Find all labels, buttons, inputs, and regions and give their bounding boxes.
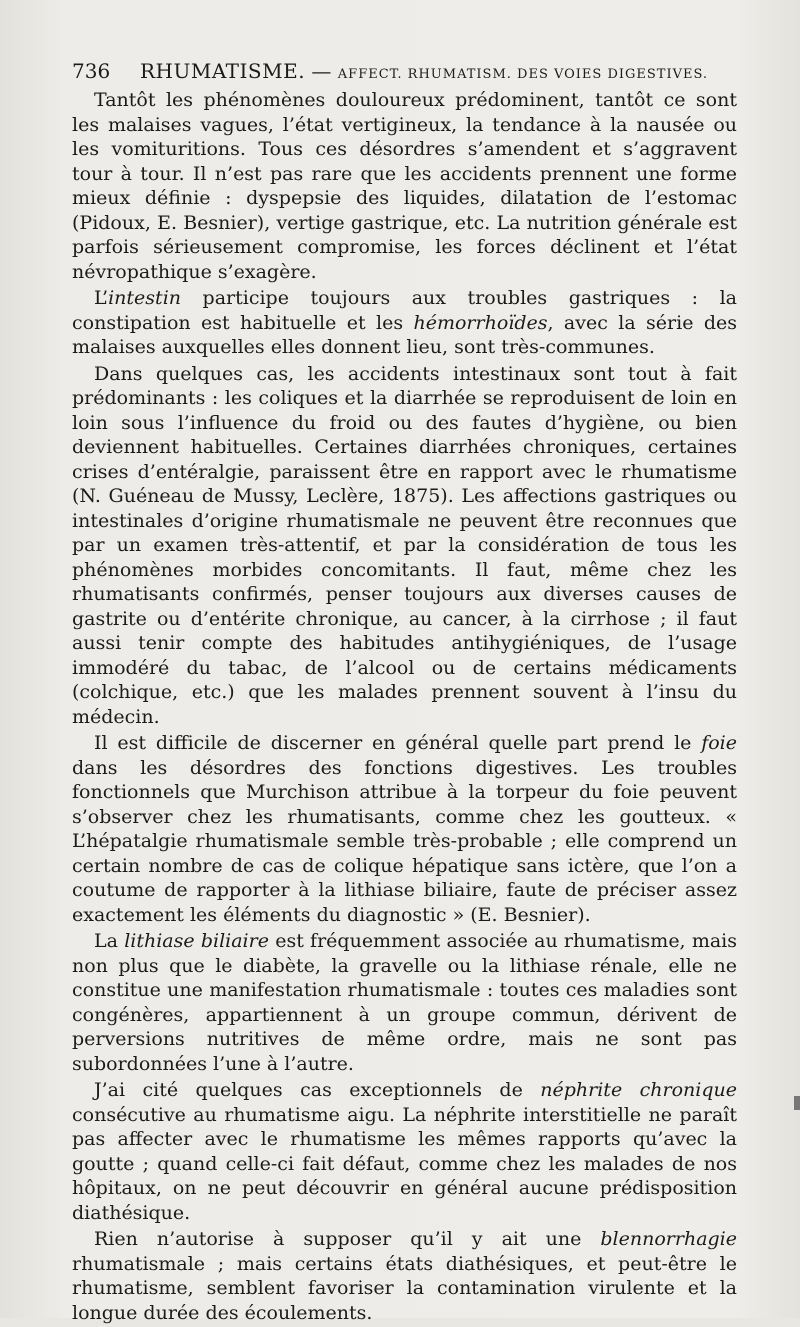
italic-term: blennorrhagie (600, 1228, 737, 1250)
paragraph-text: Il est difficile de discerner en général quelle part prend le (94, 732, 702, 754)
italic-term: intestin (108, 287, 182, 309)
running-title: RHUMATISME. (140, 59, 306, 83)
paragraph-text: dans les désordres des fonctions digestives. Les troubles fonctionnels que Murchison attribue à la torpeur du foie peuvent s’observer chez les rhumatisants, comme chez les goutteux. « L’hépatalgie rhumatismale semble très-probable ; elle comprend un certain nombre de cas de colique hépatique sans ictère, que l’on a coutume de rapporter à la lithiase biliaire, faute de préciser assez exactement les éléments du diagnostic » (E. Besnier). (72, 756, 737, 926)
page-header (72, 56, 742, 86)
paragraph-text: participe toujours aux troubles gastriques : la constipation est habituelle et les (72, 287, 737, 334)
paragraph-text: , avec la série des malaises auxquelles elles donnent lieu, sont très-communes. (72, 311, 737, 358)
italic-term: néphrite chronique (540, 1079, 737, 1101)
paragraph-nephritis (72, 1078, 737, 1225)
paragraph-text: est fréquemment associée au rhumatisme, mais non plus que le diabète, la gravelle ou la lithiase rénale, elle ne constitue une manifestation rhumatismale : toutes ces maladies sont congénères, appartiennent à un groupe commun, dérivent de perversions nutritives de même ordre, mais ne sont pas subordonnées l’une à l’autre. (72, 930, 737, 1075)
paragraph-liver (72, 731, 737, 927)
paragraph-text: La (94, 930, 125, 952)
paragraph-blennorrhagia (72, 1227, 737, 1325)
paragraph-text: Tantôt les phénomènes douloureux prédominent, tantôt ce sont les malaises vagues, l’état vertigineux, la tendance à la nausée ou les vomituritions. Tous ces désordres s’amendent et s’aggravent tour à tour. Il n’est pas rare que les accidents prennent une forme mieux définie : dyspepsie des liquides, dilatation de l’estomac (Pidoux, E. Besnier), vertige gastrique, etc. La nutrition générale est parfois sérieusement compromise, les forces déclinent et l’état névropathique s’exagère. (72, 89, 737, 283)
paragraph-text: L’ (94, 287, 109, 309)
page-number: 736 (72, 59, 111, 83)
header-separator: — (305, 59, 338, 83)
paragraph-intestine (72, 286, 737, 360)
paragraph-text: J’ai cité quelques cas exceptionnels de (94, 1079, 541, 1101)
paragraph-text: Dans quelques cas, les accidents intestinaux sont tout à fait prédominants : les coliques et la diarrhée se reproduisent de loin en loin sous l’influence du froid ou des fautes d’hygiène, ou bien deviennent habituelles. Certaines diarrhées chroniques, certaines crises d’entéralgie, paraissent être en rapport avec le rhumatisme (N. Guéneau de Mussy, Leclère, 1875). Les affections gastriques ou intestinales d’origine rhumatismale ne peuvent être reconnues que par un examen très-attentif, et par la considération de tous les phénomènes morbides concomitants. Il faut, même chez les rhumatisants confirmés, penser toujours aux diverses causes de gastrite ou d’entérite chronique, au cancer, à la cirrhose ; il faut aussi tenir compte des habitudes antihygiéniques, de l’usage immodéré du tabac, de l’alcool ou de certains médicaments (colchique, etc.) que les malades prennent souvent à l’insu du médecin. (72, 362, 737, 728)
paragraph-text: consécutive au rhumatisme aigu. La néphrite interstitielle ne paraît pas affecter avec le rhumatisme les mêmes rapports qu’avec la goutte ; quand celle-ci fait défaut, comme chez les malades de nos hôpitaux, on ne peut découvrir en général aucune prédisposition diathésique. (72, 1103, 737, 1224)
paragraph-text: Rien n’autorise à supposer qu’il y ait une (94, 1228, 601, 1250)
italic-term: foie (701, 732, 737, 754)
paragraph-stomach-symptoms (72, 88, 737, 284)
paragraph-text: rhumatismale ; mais certains états diathésiques, et peut-être le rhumatisme, semblent favoriser la contamination virulente et la longue durée des écoulements. (72, 1252, 737, 1324)
running-subtitle: AFFECT. RHUMATISM. DES VOIES DIGESTIVES. (337, 67, 709, 82)
paragraph-intestinal-accidents (72, 362, 737, 730)
italic-term: hémorrhoïdes (413, 311, 548, 334)
page-edge-mark (794, 1096, 800, 1110)
body-text (72, 88, 737, 1327)
italic-term: lithiase biliaire (124, 930, 269, 952)
paragraph-biliary-lithiasis (72, 929, 737, 1076)
